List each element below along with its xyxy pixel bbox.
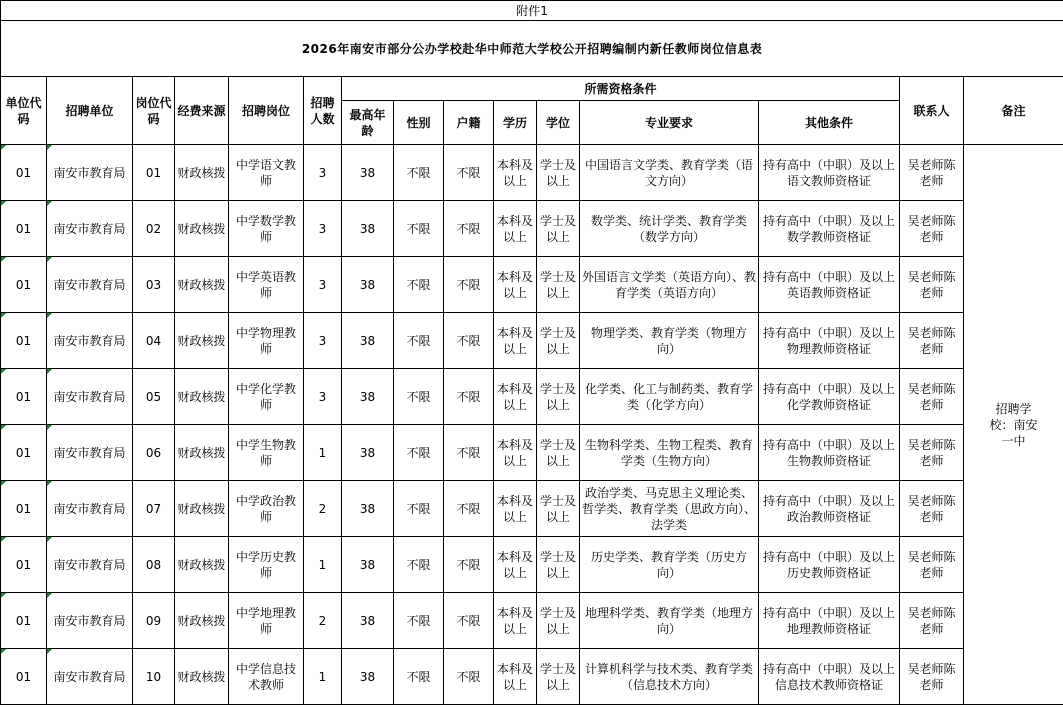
cell-post[interactable]: 中学语文教师 [229, 145, 304, 201]
table-row [1, 537, 1063, 593]
cell-unit-code[interactable]: 01 [1, 649, 47, 705]
cell-gender[interactable]: 不限 [394, 481, 444, 537]
cell-degree[interactable]: 学士及以上 [537, 537, 580, 593]
table-row [1, 593, 1063, 649]
cell-post-code[interactable]: 09 [133, 593, 175, 649]
header-remark[interactable]: 备注 [964, 77, 1063, 145]
cell-funding[interactable]: 财政核拨 [175, 649, 229, 705]
cell-post-code[interactable]: 07 [133, 481, 175, 537]
cell-max-age[interactable]: 38 [342, 537, 394, 593]
cell-post-code[interactable]: 04 [133, 313, 175, 369]
cell-unit[interactable]: 南安市教育局 [47, 593, 133, 649]
cell-count[interactable]: 2 [304, 593, 342, 649]
cell-major[interactable]: 地理科学类、教育学类（地理方向） [580, 593, 759, 649]
cell-education[interactable]: 本科及以上 [494, 313, 537, 369]
cell-hukou[interactable]: 不限 [444, 313, 494, 369]
cell-gender[interactable]: 不限 [394, 201, 444, 257]
cell-degree[interactable]: 学士及以上 [537, 425, 580, 481]
title-row [1, 21, 1063, 77]
cell-education[interactable]: 本科及以上 [494, 649, 537, 705]
cell-gender[interactable]: 不限 [394, 649, 444, 705]
cell-degree[interactable]: 学士及以上 [537, 257, 580, 313]
header-major[interactable]: 专业要求 [580, 101, 759, 145]
header-qualifications[interactable]: 所需资格条件 [342, 77, 900, 101]
cell-degree[interactable]: 学士及以上 [537, 593, 580, 649]
cell-contact[interactable]: 吴老师陈老师 [900, 593, 964, 649]
cell-unit-code[interactable]: 01 [1, 593, 47, 649]
header-row-1 [1, 77, 1063, 101]
cell-unit-code[interactable]: 01 [1, 145, 47, 201]
cell-unit-code[interactable]: 01 [1, 257, 47, 313]
cell-contact[interactable]: 吴老师陈老师 [900, 537, 964, 593]
header-unit[interactable]: 招聘单位 [47, 77, 133, 145]
cell-max-age[interactable]: 38 [342, 369, 394, 425]
cell-post[interactable]: 中学政治教师 [229, 481, 304, 537]
cell-education[interactable]: 本科及以上 [494, 481, 537, 537]
cell-degree[interactable]: 学士及以上 [537, 313, 580, 369]
cell-max-age[interactable]: 38 [342, 257, 394, 313]
cell-count[interactable]: 2 [304, 481, 342, 537]
cell-gender[interactable]: 不限 [394, 313, 444, 369]
header-contact[interactable]: 联系人 [900, 77, 964, 145]
cell-contact[interactable]: 吴老师陈老师 [900, 369, 964, 425]
cell-post[interactable]: 中学数学教师 [229, 201, 304, 257]
cell-hukou[interactable]: 不限 [444, 649, 494, 705]
cell-unit-code[interactable]: 01 [1, 481, 47, 537]
cell-major[interactable]: 外国语言文学类（英语方向）、教育学类（英语方向） [580, 257, 759, 313]
header-post-code[interactable]: 岗位代码 [133, 77, 175, 145]
cell-post[interactable]: 中学化学教师 [229, 369, 304, 425]
cell-unit[interactable]: 南安市教育局 [47, 481, 133, 537]
cell-count[interactable]: 3 [304, 369, 342, 425]
cell-contact[interactable]: 吴老师陈老师 [900, 257, 964, 313]
cell-funding[interactable]: 财政核拨 [175, 481, 229, 537]
header-count[interactable]: 招聘人数 [304, 77, 342, 145]
cell-count[interactable]: 1 [304, 425, 342, 481]
cell-hukou[interactable]: 不限 [444, 145, 494, 201]
cell-gender[interactable]: 不限 [394, 593, 444, 649]
cell-unit-code[interactable]: 01 [1, 369, 47, 425]
header-max-age[interactable]: 最高年龄 [342, 101, 394, 145]
header-education[interactable]: 学历 [494, 101, 537, 145]
cell-unit[interactable]: 南安市教育局 [47, 201, 133, 257]
cell-post[interactable]: 中学物理教师 [229, 313, 304, 369]
cell-major[interactable]: 化学类、化工与制药类、教育学类（化学方向） [580, 369, 759, 425]
cell-funding[interactable]: 财政核拨 [175, 313, 229, 369]
cell-hukou[interactable]: 不限 [444, 257, 494, 313]
cell-other[interactable]: 持有高中（中职）及以上地理教师资格证 [759, 593, 900, 649]
cell-count[interactable]: 1 [304, 649, 342, 705]
attachment-label[interactable]: 附件1 [1, 1, 1063, 21]
cell-count[interactable]: 1 [304, 537, 342, 593]
cell-contact[interactable]: 吴老师陈老师 [900, 145, 964, 201]
cell-major[interactable]: 中国语言文学类、教育学类（语文方向） [580, 145, 759, 201]
cell-max-age[interactable]: 38 [342, 201, 394, 257]
header-degree[interactable]: 学位 [537, 101, 580, 145]
cell-max-age[interactable]: 38 [342, 593, 394, 649]
cell-post-code[interactable]: 05 [133, 369, 175, 425]
cell-hukou[interactable]: 不限 [444, 593, 494, 649]
cell-degree[interactable]: 学士及以上 [537, 145, 580, 201]
cell-funding[interactable]: 财政核拨 [175, 257, 229, 313]
cell-unit[interactable]: 南安市教育局 [47, 649, 133, 705]
table-row [1, 313, 1063, 369]
cell-education[interactable]: 本科及以上 [494, 145, 537, 201]
cell-funding[interactable]: 财政核拨 [175, 145, 229, 201]
cell-unit[interactable]: 南安市教育局 [47, 145, 133, 201]
cell-post-code[interactable]: 08 [133, 537, 175, 593]
cell-post[interactable]: 中学生物教师 [229, 425, 304, 481]
cell-post[interactable]: 中学历史教师 [229, 537, 304, 593]
cell-unit-code[interactable]: 01 [1, 313, 47, 369]
cell-post[interactable]: 中学英语教师 [229, 257, 304, 313]
cell-education[interactable]: 本科及以上 [494, 369, 537, 425]
cell-education[interactable]: 本科及以上 [494, 537, 537, 593]
cell-max-age[interactable]: 38 [342, 145, 394, 201]
cell-gender[interactable]: 不限 [394, 145, 444, 201]
cell-hukou[interactable]: 不限 [444, 425, 494, 481]
cell-post[interactable]: 中学地理教师 [229, 593, 304, 649]
cell-hukou[interactable]: 不限 [444, 369, 494, 425]
table-row [1, 257, 1063, 313]
cell-degree[interactable]: 学士及以上 [537, 649, 580, 705]
cell-contact[interactable]: 吴老师陈老师 [900, 201, 964, 257]
table-body [1, 145, 1063, 705]
sheet-title[interactable]: 2026年南安市部分公办学校赴华中师范大学校公开招聘编制内新任教师岗位信息表 [1, 21, 1063, 77]
cell-count[interactable]: 3 [304, 145, 342, 201]
cell-gender[interactable]: 不限 [394, 257, 444, 313]
cell-other[interactable]: 持有高中（中职）及以上政治教师资格证 [759, 481, 900, 537]
cell-education[interactable]: 本科及以上 [494, 257, 537, 313]
cell-contact[interactable]: 吴老师陈老师 [900, 649, 964, 705]
header-hukou[interactable]: 户籍 [444, 101, 494, 145]
cell-gender[interactable]: 不限 [394, 369, 444, 425]
table-row [1, 649, 1063, 705]
cell-gender[interactable]: 不限 [394, 537, 444, 593]
cell-count[interactable]: 3 [304, 201, 342, 257]
cell-other[interactable]: 持有高中（中职）及以上化学教师资格证 [759, 369, 900, 425]
cell-gender[interactable]: 不限 [394, 425, 444, 481]
header-gender[interactable]: 性别 [394, 101, 444, 145]
cell-max-age[interactable]: 38 [342, 649, 394, 705]
cell-major[interactable]: 历史学类、教育学类（历史方向） [580, 537, 759, 593]
cell-unit-code[interactable]: 01 [1, 201, 47, 257]
cell-degree[interactable]: 学士及以上 [537, 369, 580, 425]
cell-funding[interactable]: 财政核拨 [175, 369, 229, 425]
cell-hukou[interactable]: 不限 [444, 201, 494, 257]
cell-hukou[interactable]: 不限 [444, 481, 494, 537]
cell-unit[interactable]: 南安市教育局 [47, 537, 133, 593]
table-row [1, 201, 1063, 257]
cell-other[interactable]: 持有高中（中职）及以上物理教师资格证 [759, 313, 900, 369]
cell-contact[interactable]: 吴老师陈老师 [900, 313, 964, 369]
cell-major[interactable]: 生物科学类、生物工程类、教育学类（生物方向） [580, 425, 759, 481]
cell-unit-code[interactable]: 01 [1, 537, 47, 593]
cell-funding[interactable]: 财政核拨 [175, 201, 229, 257]
cell-funding[interactable]: 财政核拨 [175, 593, 229, 649]
cell-major[interactable]: 政治学类、马克思主义理论类、哲学类、教育学类（思政方向）、法学类 [580, 481, 759, 537]
cell-funding[interactable]: 财政核拨 [175, 537, 229, 593]
cell-max-age[interactable]: 38 [342, 481, 394, 537]
table-row [1, 425, 1063, 481]
cell-other[interactable]: 持有高中（中职）及以上数学教师资格证 [759, 201, 900, 257]
cell-contact[interactable]: 吴老师陈老师 [900, 481, 964, 537]
cell-degree[interactable]: 学士及以上 [537, 481, 580, 537]
cell-other[interactable]: 持有高中（中职）及以上英语教师资格证 [759, 257, 900, 313]
cell-other[interactable]: 持有高中（中职）及以上历史教师资格证 [759, 537, 900, 593]
table-row [1, 369, 1063, 425]
cell-education[interactable]: 本科及以上 [494, 425, 537, 481]
cell-unit-code[interactable]: 01 [1, 425, 47, 481]
header-funding[interactable]: 经费来源 [175, 77, 229, 145]
cell-count[interactable]: 3 [304, 257, 342, 313]
cell-contact[interactable]: 吴老师陈老师 [900, 425, 964, 481]
cell-education[interactable]: 本科及以上 [494, 593, 537, 649]
cell-hukou[interactable]: 不限 [444, 537, 494, 593]
cell-other[interactable]: 持有高中（中职）及以上信息技术教师资格证 [759, 649, 900, 705]
cell-post-code[interactable]: 03 [133, 257, 175, 313]
cell-education[interactable]: 本科及以上 [494, 201, 537, 257]
cell-major[interactable]: 物理学类、教育学类（物理方向） [580, 313, 759, 369]
cell-post-code[interactable]: 02 [133, 201, 175, 257]
cell-post[interactable]: 中学信息技术教师 [229, 649, 304, 705]
cell-max-age[interactable]: 38 [342, 425, 394, 481]
cell-unit[interactable]: 南安市教育局 [47, 425, 133, 481]
cell-post-code[interactable]: 10 [133, 649, 175, 705]
cell-post-code[interactable]: 06 [133, 425, 175, 481]
cell-unit[interactable]: 南安市教育局 [47, 369, 133, 425]
cell-other[interactable]: 持有高中（中职）及以上生物教师资格证 [759, 425, 900, 481]
cell-funding[interactable]: 财政核拨 [175, 425, 229, 481]
cell-degree[interactable]: 学士及以上 [537, 201, 580, 257]
cell-post-code[interactable]: 01 [133, 145, 175, 201]
cell-major[interactable]: 计算机科学与技术类、教育学类（信息技术方向） [580, 649, 759, 705]
cell-unit[interactable]: 南安市教育局 [47, 257, 133, 313]
header-other[interactable]: 其他条件 [759, 101, 900, 145]
cell-major[interactable]: 数学类、统计学类、教育学类（数学方向） [580, 201, 759, 257]
cell-count[interactable]: 3 [304, 313, 342, 369]
cell-unit[interactable]: 南安市教育局 [47, 313, 133, 369]
table-row [1, 145, 1063, 201]
cell-max-age[interactable]: 38 [342, 313, 394, 369]
header-unit-code[interactable]: 单位代码 [1, 77, 47, 145]
header-post[interactable]: 招聘岗位 [229, 77, 304, 145]
attachment-row [1, 1, 1063, 21]
table-row [1, 481, 1063, 537]
cell-other[interactable]: 持有高中（中职）及以上语文教师资格证 [759, 145, 900, 201]
cell-remark[interactable]: 招聘学校：南安一中 [964, 145, 1063, 705]
